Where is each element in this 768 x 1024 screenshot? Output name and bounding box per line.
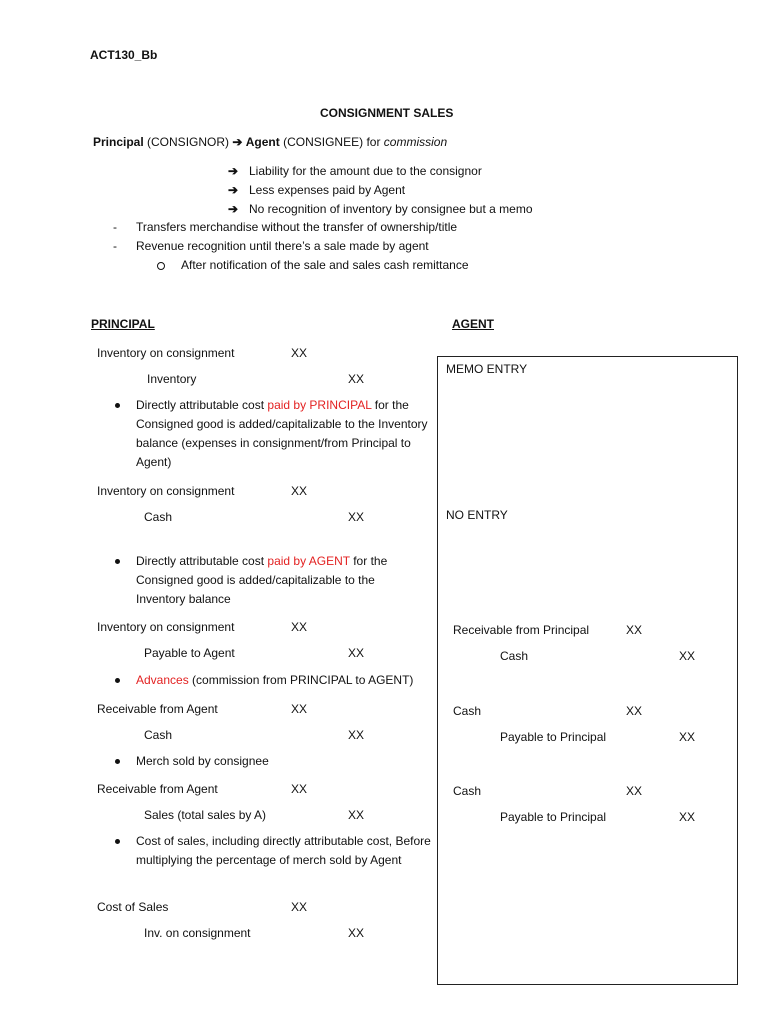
journal-amount: XX: [291, 702, 308, 716]
journal-credit: Payable to Principal: [500, 810, 607, 824]
journal-debit: Receivable from Principal: [453, 623, 590, 637]
sub-point: After notification of the sale and sales cash remittance: [181, 258, 469, 272]
arrow-point: Liability for the amount due to the consignor: [249, 164, 482, 178]
bullet-icon: [115, 759, 120, 764]
arrow-icon: ➔: [228, 183, 239, 197]
bullet-icon: [115, 678, 120, 683]
journal-amount: XX: [291, 620, 308, 634]
principal-term: Principal: [93, 135, 144, 149]
journal-debit: Inventory on consignment: [97, 484, 235, 498]
agent-header: AGENT: [452, 317, 494, 331]
journal-credit: Cash: [500, 649, 529, 663]
journal-amount: XX: [291, 782, 308, 796]
journal-amount: XX: [348, 728, 365, 742]
agent-term: Agent: [245, 135, 280, 149]
journal-amount: XX: [679, 649, 696, 663]
journal-amount: XX: [679, 810, 696, 824]
course-code: ACT130_Bb: [90, 48, 158, 62]
journal-amount: XX: [626, 623, 643, 637]
journal-amount: XX: [626, 704, 643, 718]
bullet-icon: [115, 403, 120, 408]
note-paid-by-principal: Directly attributable cost paid by PRINCIPAL for the Consigned good is added/capitalizable to the Inventory balance (expenses in consignment/from Principal to Agent): [136, 398, 428, 469]
memo-entry: MEMO ENTRY: [446, 362, 528, 376]
arrow-point: No recognition of inventory by consignee but a memo: [249, 202, 533, 216]
commission-term: commission: [383, 135, 448, 149]
bullet-icon: [115, 559, 120, 564]
agent-entries-box: [437, 356, 738, 985]
bullet-icon: [115, 839, 120, 844]
journal-amount: XX: [291, 484, 308, 498]
arrow-point: Less expenses paid by Agent: [249, 183, 406, 197]
journal-amount: XX: [348, 926, 365, 940]
journal-credit: Sales (total sales by A): [144, 808, 267, 822]
note-cost-of-sales: Cost of sales, including directly attributable cost, Before multiplying the percentage of merch sold by Agent: [136, 834, 431, 867]
arrow-icon: ➔: [228, 164, 239, 178]
journal-debit: Receivable from Agent: [97, 702, 218, 716]
note-advances: Advances (commission from PRINCIPAL to AGENT): [136, 673, 414, 687]
dash-icon: -: [113, 220, 117, 234]
journal-amount: XX: [679, 730, 696, 744]
journal-credit: Inventory: [147, 372, 197, 386]
journal-debit: Cost of Sales: [97, 900, 169, 914]
journal-amount: XX: [348, 646, 365, 660]
dash-point: Transfers merchandise without the transfer of ownership/title: [136, 220, 458, 234]
note-paid-by-agent: Directly attributable cost paid by AGENT for the Consigned good is added/capitalizable to the Inventory balance: [136, 554, 388, 606]
journal-debit: Inventory on consignment: [97, 620, 235, 634]
arrow-icon: ➔: [232, 135, 243, 149]
journal-amount: XX: [291, 900, 308, 914]
journal-credit: Payable to Principal: [500, 730, 607, 744]
circle-bullet-icon: [157, 262, 165, 270]
journal-debit: Inventory on consignment: [97, 346, 235, 360]
intro-line: [93, 135, 447, 150]
principal-header: PRINCIPAL: [91, 317, 155, 331]
journal-amount: XX: [348, 372, 365, 386]
journal-debit: Receivable from Agent: [97, 782, 218, 796]
dash-point: Revenue recognition until there’s a sale made by agent: [136, 239, 429, 253]
journal-credit: Inv. on consignment: [144, 926, 251, 940]
note-merch-sold: Merch sold by consignee: [136, 754, 269, 768]
page-title: CONSIGNMENT SALES: [320, 106, 454, 120]
dash-icon: -: [113, 239, 117, 253]
journal-debit: Cash: [453, 704, 482, 718]
consignee-term: (CONSIGNEE) for: [279, 135, 384, 149]
consignor-term: (CONSIGNOR): [143, 135, 233, 149]
journal-credit: Cash: [144, 728, 173, 742]
arrow-icon: ➔: [228, 202, 239, 216]
journal-credit: Payable to Agent: [144, 646, 235, 660]
journal-amount: XX: [291, 346, 308, 360]
journal-amount: XX: [348, 808, 365, 822]
journal-amount: XX: [348, 510, 365, 524]
journal-credit: Cash: [144, 510, 173, 524]
journal-debit: Cash: [453, 784, 482, 798]
no-entry: NO ENTRY: [446, 508, 508, 522]
journal-amount: XX: [626, 784, 643, 798]
